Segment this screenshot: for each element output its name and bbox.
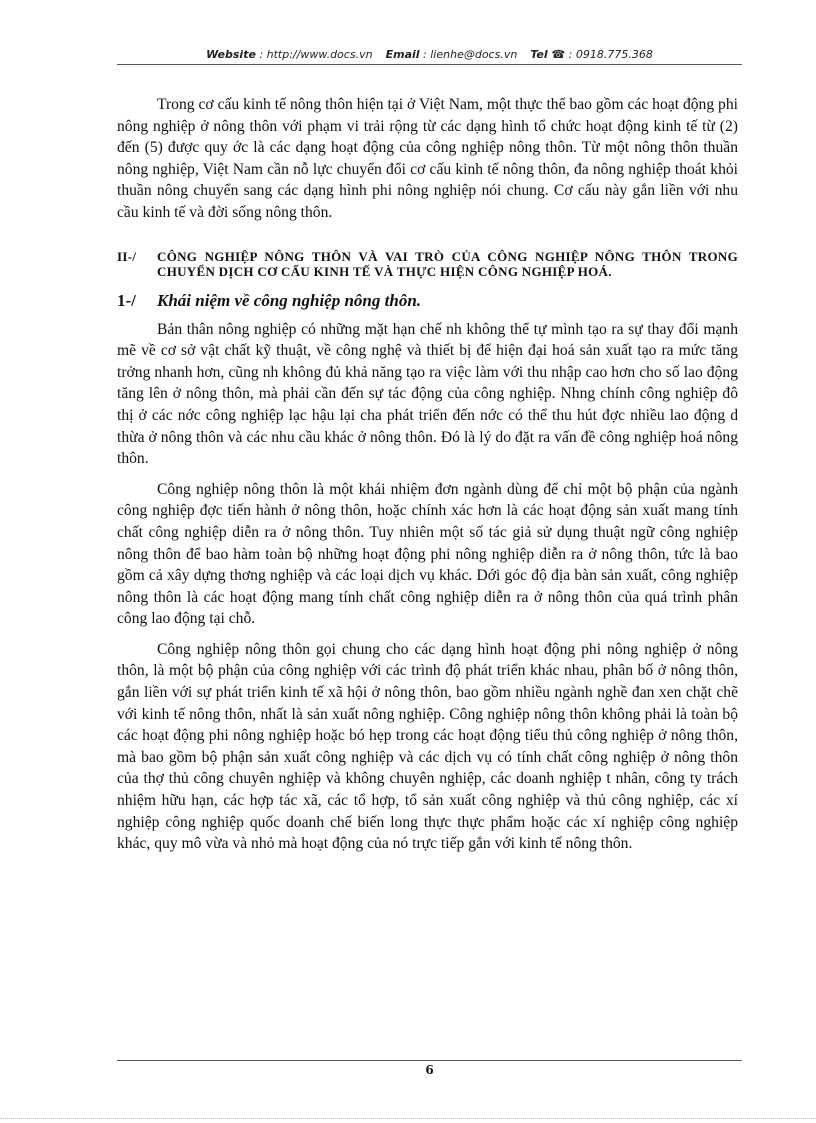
email-label: Email bbox=[385, 48, 420, 61]
body-paragraph: Công nghiệp nông thôn là một khái nhiệm đơn ngành dùng để chỉ một bộ phận của ngành công nghiệp đợc tiến hành ở nông thôn, hoặc chính xác hơn là các hoạt động sản xuất mang tính chất công nghiệp diễn ra ở nông thôn. Tuy nhiên một số tác giả sử dụng thuật ngữ công nghiệp nông thôn để bao hàm toàn bộ những hoạt động phi nông nghiệp diễn ra ở nông thôn, tức là bao gồm cả xây dựng thơng nghiệp và các loại dịch vụ khác. Dới góc độ địa bàn sản xuất, công nghiệp nông thôn là các hoạt động mang tính chất công nghiệp diễn ra ở nông thôn của quá trình phân công lao động tại chỗ. bbox=[117, 480, 738, 628]
tel-label: Tel ☎ bbox=[530, 48, 566, 61]
tel-number: : 0918.775.368 bbox=[568, 48, 653, 61]
section-title: CÔNG NGHIỆP NÔNG THÔN VÀ VAI TRÒ CỦA CÔNG NGHIỆP NÔNG THÔN TRONG CHUYỂN DỊCH CƠ CẤU KINH TẾ VÀ THỰC HIỆN CÔNG NGHIỆP HOÁ. bbox=[157, 248, 738, 280]
page-footer bbox=[117, 1060, 742, 1077]
subsection-title: Khái niệm về công nghiệp nông thôn. bbox=[157, 290, 422, 310]
subsection-number: 1-/ bbox=[117, 290, 136, 310]
website-url[interactable]: : http://www.docs.vn bbox=[259, 48, 373, 61]
section-number: II-/ bbox=[117, 248, 137, 264]
page-bottom-divider bbox=[0, 1118, 816, 1120]
subsection-heading-1 bbox=[117, 289, 738, 313]
intro-paragraph: Trong cơ cấu kinh tế nông thôn hiện tại ở Việt Nam, một thực thể bao gồm các hoạt động phi nông nghiệp ở nông thôn với phạm vi trải rộng từ các dạng hình tổ chức hoạt động kinh tế từ (2) đến (5) được quy ớc là các dạng hoạt động của công nghiệp nông thôn. Từ một nông thôn thuần nông nghiệp, Việt Nam cần nỗ lực chuyển đổi cơ cấu kinh tế nông thôn, đa nông nghiệp thoát khỏi thuần nông chuyển sang các dạng hình phi nông nghiệp nói chung. Cơ cấu này gắn liền với nhu cầu kinh tế và đời sống nông thôn. bbox=[117, 96, 738, 221]
page-number: 6 bbox=[425, 1063, 434, 1077]
page-content bbox=[117, 94, 738, 855]
website-label: Website bbox=[206, 48, 256, 61]
section-heading-ii bbox=[117, 249, 738, 280]
page-header bbox=[117, 48, 742, 65]
email-address[interactable]: : lienhe@docs.vn bbox=[423, 48, 518, 61]
body-paragraph: Bản thân nông nghiệp có những mặt hạn chế nh không thể tự mình tạo ra sự thay đổi mạnh mẽ về cơ sở vật chất kỹ thuật, về công nghệ và thiết bị để hiện đại hoá sản xuất tạo ra mức tăng trởng nhanh hơn, cũng nh không đủ khả năng tạo ra việc làm với thu nhập cao hơn cho số lao động tăng lên ở nông thôn, mà phải cần đến sự tác động của công nghiệp. Nhng chính công nghiệp đô thị ở các nớc công nghiệp lạc hậu lại cha phát triển đến nớc có thể thu hút đợc nhiều lao động d thừa ở nông thôn và các nhu cầu khác ở nông thôn. Đó là lý do đặt ra vấn đề công nghiệp hoá nông thôn. bbox=[117, 320, 738, 468]
body-paragraph: Công nghiệp nông thôn gọi chung cho các dạng hình hoạt động phi nông nghiệp ở nông thôn, là một bộ phận của công nghiệp với các trình độ phát triển khác nhau, phân bố ở nông thôn, gắn liền với sự phát triển kinh tế xã hội ở nông thôn, bao gồm nhiều ngành nghề đan xen chặt chẽ với kinh tế nông thôn, nhất là sản xuất nông nghiệp. Công nghiệp nông thôn không phải là toàn bộ các hoạt động phi nông nghiệp hoặc bó hẹp trong các hoạt động tiểu thủ công nghiệp ở nông thôn, mà bao gồm bộ phận sản xuất công nghiệp và các dịch vụ có tính chất công nghiệp ở nông thôn của thợ thủ công chuyên nghiệp và không chuyên nghiệp, các doanh nghiệp t nhân, công ty trách nhiệm hữu hạn, các hợp tác xã, các tổ hợp, tổ sản xuất công nghiệp và thủ công nghiệp, các xí nghiệp công nghiệp quốc doanh chế biến long thực thực phẩm hoặc các xí nghiệp công nghiệp khác, quy mô vừa và nhỏ mà hoạt động của nó trực tiếp gắn với kinh tế nông thôn. bbox=[117, 640, 738, 853]
